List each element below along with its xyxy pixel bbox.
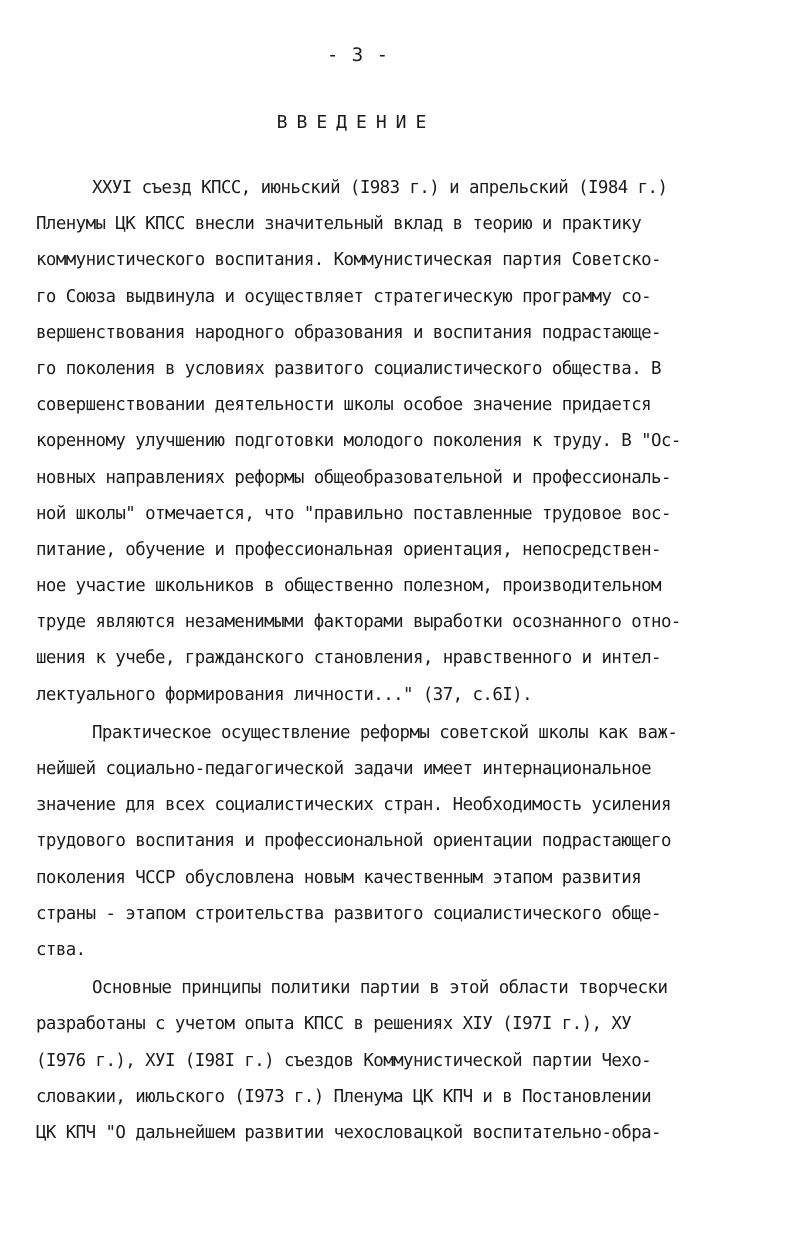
text-line: коммунистического воспитания. Коммунистическая партия Советско- (36, 250, 661, 271)
text-line: разработаны с учетом опыта КПСС в решениях XIУ (I97I г.), XУ (36, 1014, 632, 1035)
text-line: словакии, июльского (I973 г.) Пленума ЦК КПЧ и в Постановлении (36, 1086, 652, 1107)
text-line: значение для всех социалистических стран. Необходимость усиления (36, 795, 671, 816)
body-text (36, 170, 766, 1151)
text-line: труде являются незаменимыми факторами выработки осознанного отно- (36, 612, 681, 633)
text-line: вершенствования народного образования и воспитания подрастающе- (36, 322, 661, 343)
text-line: XXУI съезд КПСС, июньский (I983 г.) и апрельский (I984 г.) (92, 178, 668, 198)
section-heading: ВВЕДЕНИЕ (276, 112, 436, 133)
text-line: новных направлениях реформы общеобразовательной и профессиональ- (36, 467, 671, 488)
text-line: страны - этапом строительства развитого социалистического обще- (36, 903, 661, 924)
paragraph-2 (36, 715, 766, 968)
text-line: ной школы" отмечается, что "правильно поставленные трудовое вос- (36, 503, 671, 524)
paragraph-3 (36, 970, 766, 1151)
text-line: ЦК КПЧ "О дальнейшем развитии чехословацкой воспитательно-обра- (36, 1122, 661, 1143)
text-line: Основные принципы политики партии в этой области творчески (92, 978, 668, 999)
text-line: го Союза выдвинула и осуществляет стратегическую программу со- (36, 286, 652, 307)
text-line: трудового воспитания и профессиональной ориентации подрастающего (36, 831, 671, 852)
text-line: Практическое осуществление реформы советской школы как важ- (92, 722, 678, 743)
text-line: (I976 г.), XУI (I98I г.) съездов Коммунистической партии Чехо- (36, 1050, 652, 1071)
text-line: шения к учебе, гражданского становления, нравственного и интел- (36, 648, 661, 669)
text-line: совершенствовании деятельности школы особое значение придается (36, 395, 652, 416)
text-line: коренному улучшению подготовки молодого поколения к труду. В "Ос- (36, 431, 681, 452)
page-number: - 3 - (326, 44, 390, 66)
paragraph-1 (36, 170, 766, 713)
text-line: лектуального формирования личности..." (37, с.6I). (36, 684, 533, 705)
text-line: поколения ЧССР обусловлена новым качественным этапом развития (36, 867, 642, 888)
text-line: го поколения в условиях развитого социалистического общества. В (36, 358, 661, 379)
text-line: ное участие школьников в общественно полезном, производительном (36, 576, 661, 597)
text-line: Пленумы ЦК КПСС внесли значительный вклад в теорию и практику (36, 214, 642, 235)
text-line: ства. (36, 939, 86, 960)
text-line: нейшей социально-педагогической задачи имеет интернациональное (36, 759, 652, 779)
text-line: питание, обучение и профессиональная ориентация, непосредствен- (36, 539, 661, 560)
